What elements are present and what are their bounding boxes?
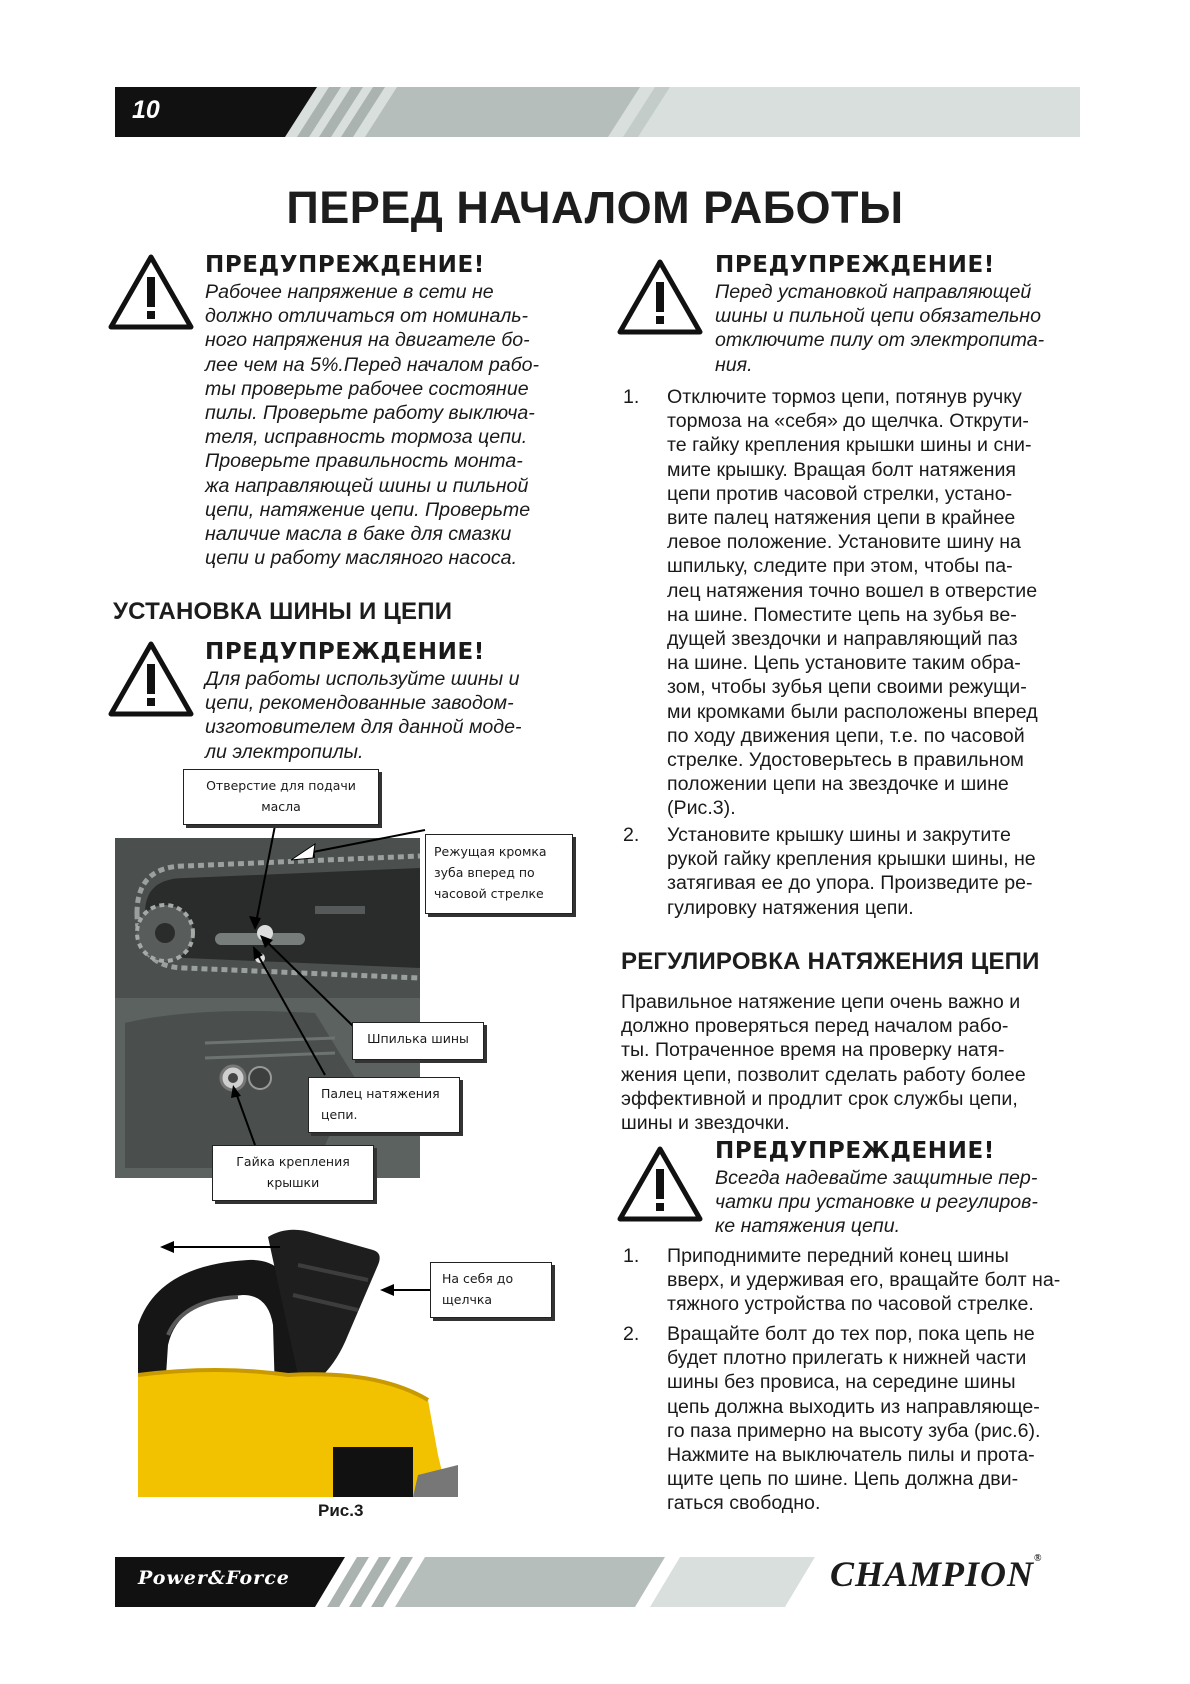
warning-text: Рабочее напряжение в сети не должно отличаться от номиналь- ного напряжения на двигателе бо- лее чем на 5%.Перед началом рабо- ты проверьте рабочее состояние пилы. Проверьте работу выключа- теля, исправность тормоза цепи. Проверьте правильность монта- жа направляющей шины и пильной цепи, натяжение цепи. Проверьте наличие масла в баке для смазки цепи и работу масляного насоса. — [205, 281, 540, 570]
list-item: 1. Приподнимите передний конец шины вверх, и удерживая его, вращайте болт на- тяжного устройства по часовой стрелке. — [623, 1245, 1061, 1316]
warning-heading: ПРЕДУПРЕЖДЕНИЕ! — [205, 252, 485, 278]
chain-brake-photo — [138, 1225, 458, 1497]
arrow-left-icon — [160, 1237, 280, 1257]
callout-tension-pin: Палец натяжения цепи. — [308, 1077, 460, 1133]
list-item: 2. Вращайте болт до тех пор, пока цепь не будет плотно прилегать к нижней части шины без провиса, на середине шины цепь должна выходить из направляюще- го паза примерно на высоту зуба (рис.6). Нажмите на выключатель пилы и прота- щите цепь по шине. Цепь должна дви- гаться свободно. — [623, 1323, 1041, 1515]
warning-triangle-icon — [108, 253, 194, 331]
callout-pull-back: На себя до щелчка — [430, 1262, 552, 1318]
warning-triangle-icon — [108, 640, 194, 718]
figure-caption: Рис.3 — [318, 1501, 364, 1520]
page-number: 10 — [132, 96, 160, 124]
warning-text: Всегда надевайте защитные пер- чатки при установке и регулиров- ке натяжения цепи. — [715, 1167, 1038, 1238]
warning-heading: ПРЕДУПРЕЖДЕНИЕ! — [715, 252, 995, 278]
warning-text: Перед установкой направляющей шины и пильной цепи обязательно отключите пилу от электропита- ния. — [715, 281, 1045, 376]
warning-triangle-icon — [617, 258, 703, 336]
callout-oil-hole: Отверстие для подачи масла — [183, 769, 379, 825]
section-title: РЕГУЛИРОВКА НАТЯЖЕНИЯ ЦЕПИ — [621, 948, 1040, 975]
warning-triangle-icon — [617, 1145, 703, 1223]
intro-paragraph: Правильное натяжение цепи очень важно и должно проверяться перед началом рабо- ты. Потраченное время на проверку натя- жения цепи, позволит сделать работу более эффективной и продлит срок службы цепи, шины и звездочки. — [621, 991, 1026, 1135]
warning-heading: ПРЕДУПРЕЖДЕНИЕ! — [715, 1138, 995, 1164]
header-band — [115, 87, 1080, 137]
page-title: ПЕРЕД НАЧАЛОМ РАБОТЫ — [286, 182, 904, 233]
section-title: УСТАНОВКА ШИНЫ И ЦЕПИ — [113, 598, 453, 625]
callout-bar-stud: Шпилька шины — [352, 1022, 484, 1060]
warning-text: Для работы используйте шины и цепи, рекомендованные заводом- изготовителем для данной моде- ли электропилы. — [205, 668, 522, 763]
warning-heading: ПРЕДУПРЕЖДЕНИЕ! — [205, 639, 485, 665]
footer-brand-champion: CHAMPION® — [830, 1553, 1043, 1594]
list-item: 1. Отключите тормоз цепи, потянув ручку тормоза на «себя» до щелчка. Открути- те гайку крепления крышки шины и сни- мите крышку. Вращая болт натяжения цепи против часовой стрелки, устано- вите палец натяжения цепи в крайнее левое положение. Установите шину на шпильку, следите при этом, чтобы па- лец натяжения точно вошел в отверстие на шине. Поместите цепь на зубья ве- дущей звездочки и направляющий паз на шине. Цепь установите таким обра- зом, чтобы зубья цепи своими режущи- ми кромками были расположены вперед по ходу движения цепи, т.е. по часовой стрелке. Удостоверьтесь в правильном положении цепи на звездочке и шине (Рис.3). — [623, 386, 1038, 820]
footer-brand-power-force: Power&Force — [138, 1567, 290, 1589]
callout-cutting-edge: Режущая кромка зуба вперед по часовой стрелке — [425, 834, 573, 914]
arrow-left-icon — [380, 1280, 430, 1300]
callout-cover-nut: Гайка крепления крышки — [212, 1145, 374, 1201]
list-item: 2. Установите крышку шины и закрутите рукой гайку крепления крышки шины, не затягивая ее до упора. Произведите ре- гулировку натяжения цепи. — [623, 824, 1036, 919]
